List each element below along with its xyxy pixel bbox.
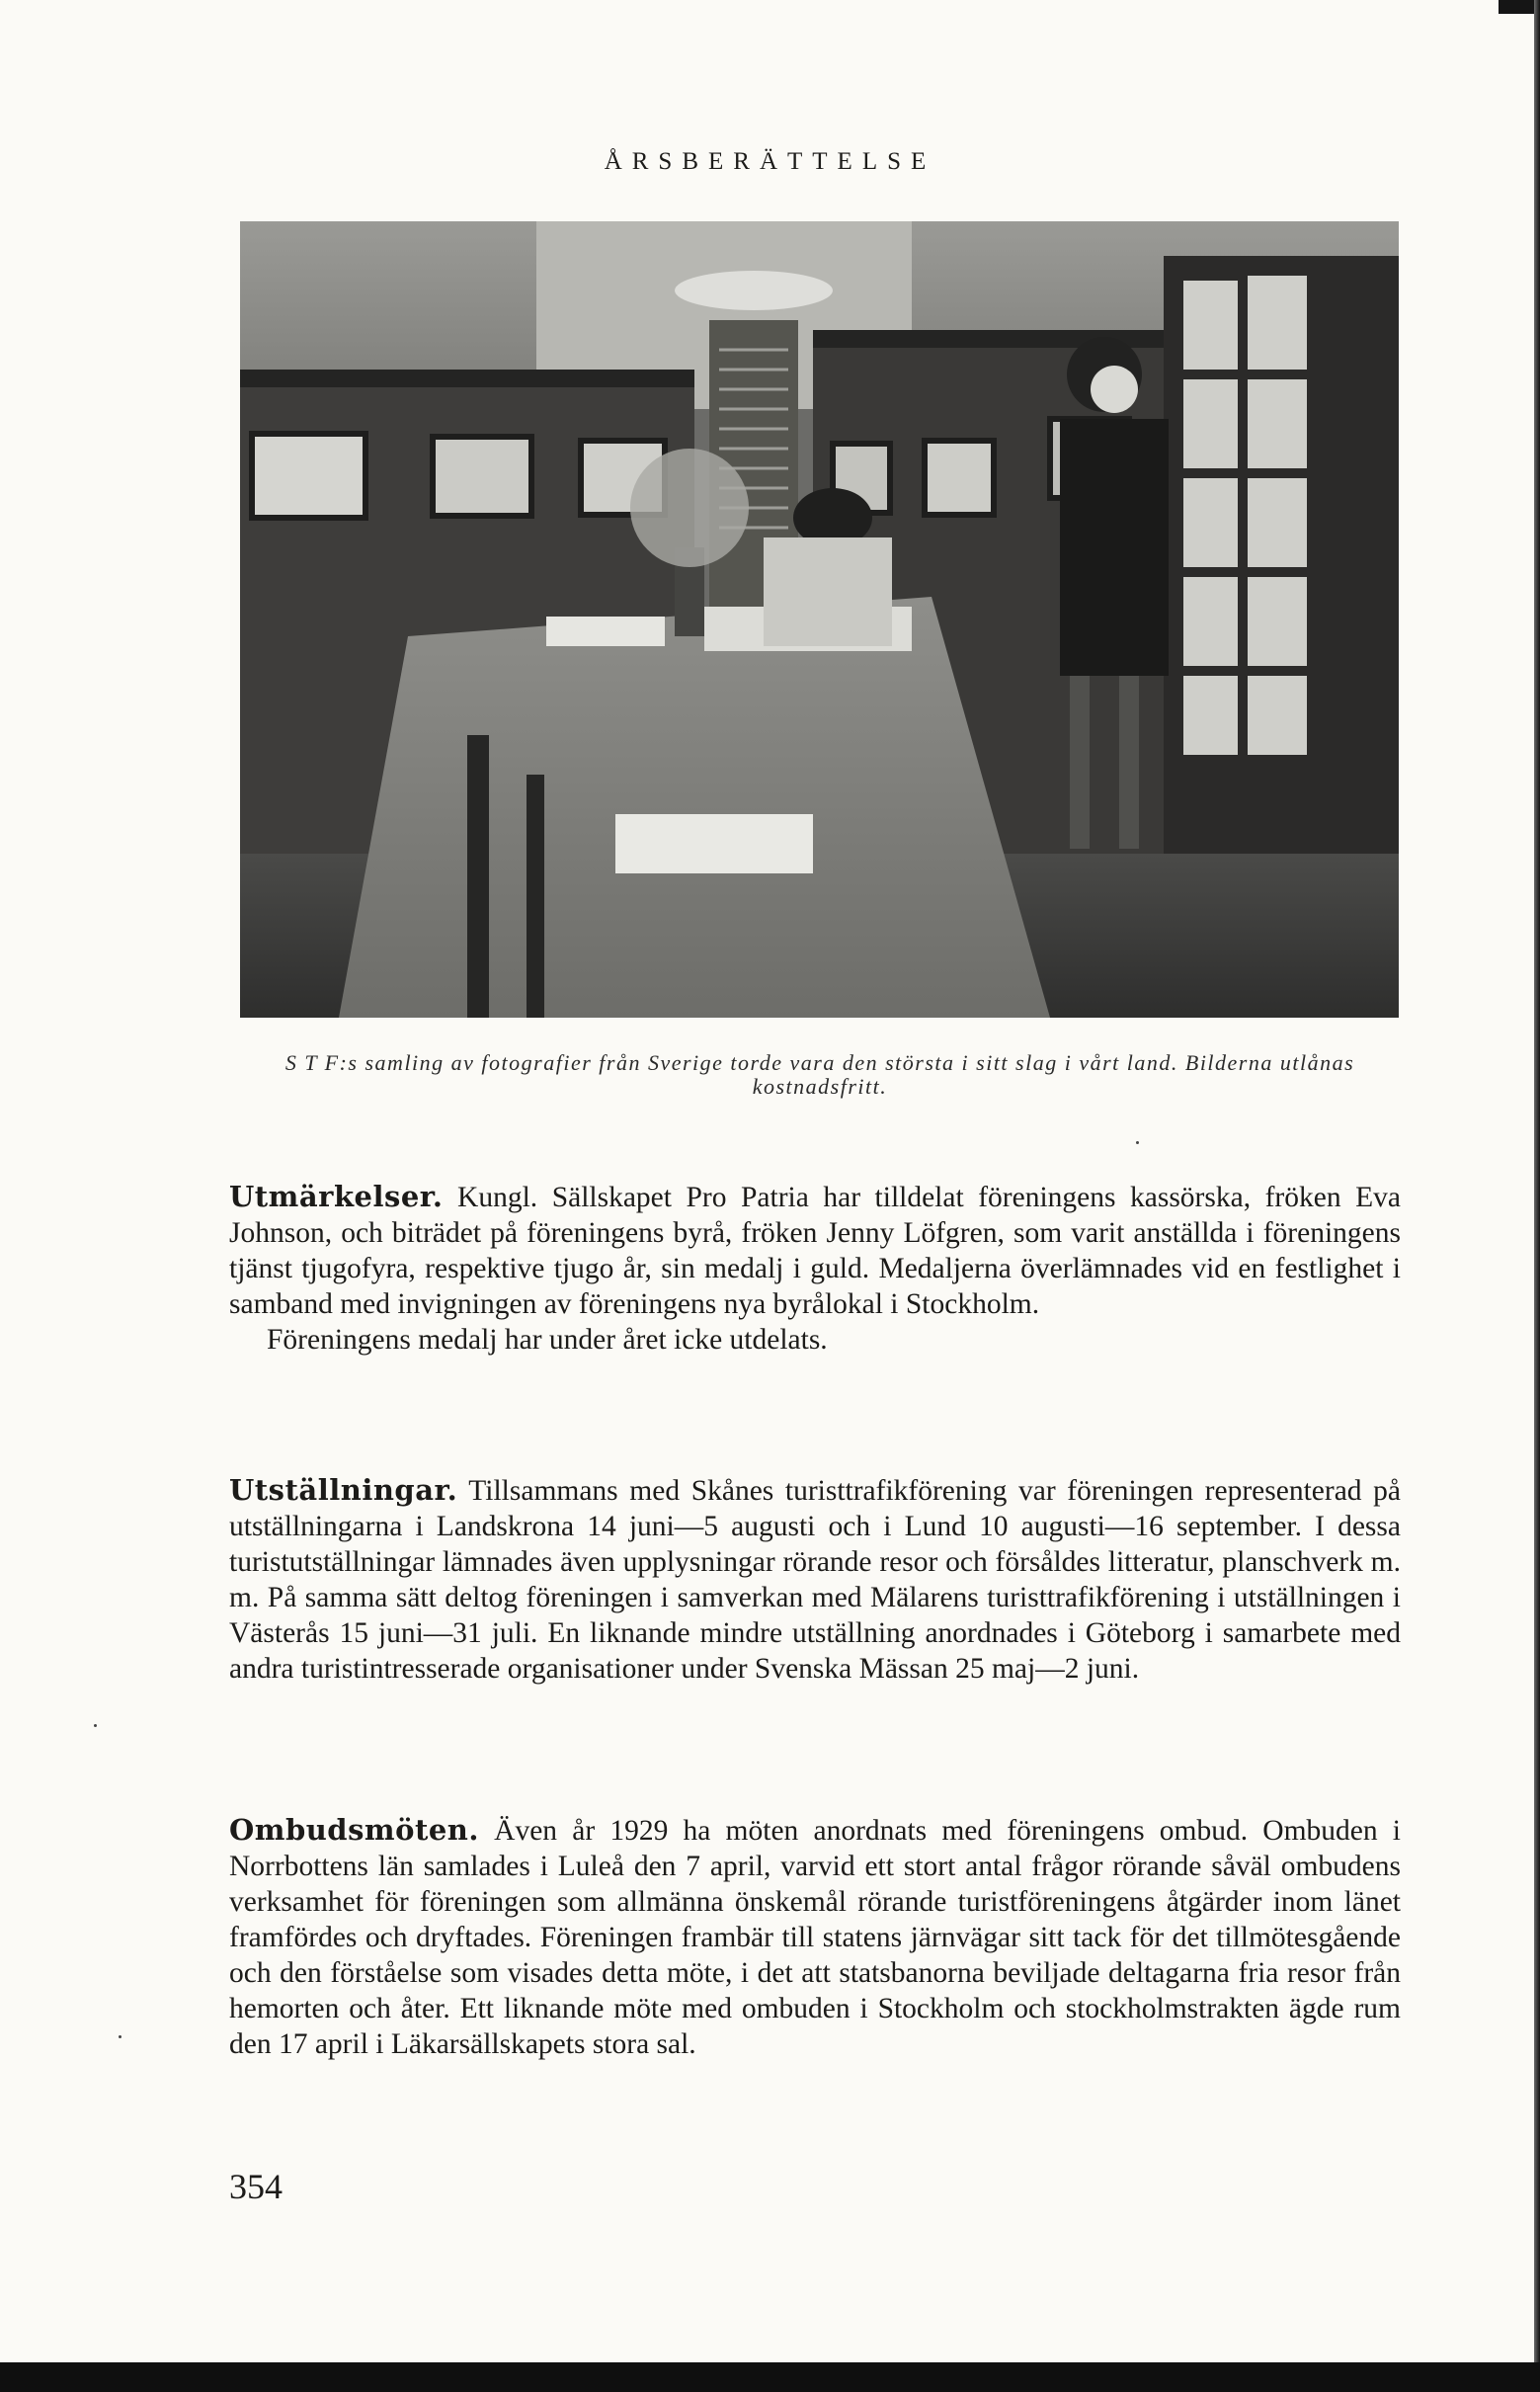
section-paragraph: Tillsammans med Skånes turisttrafikförening var föreningen representerad på utställningarna i Landskrona 14 juni—5 augusti och i Lund 10 augusti—16 september. I dessa turistutställningar lämnades även upplysningar rörande resor och försåldes litteratur, planschverk m. m. På samma sätt deltog föreningen i samverkan med Mälarens turisttrafikförening i utställningen i Västerås 15 juni—31 juli. En liknande mindre utställning anordnades i Göteborg i samarbete med andra turistintresserade organisationer under Svenska Mässan 25 maj—2 juni. [229,1475,1402,1685]
page-number: 354 [229,2167,283,2206]
photo-caption: S T F:s samling av fotografier från Sverige torde vara den största i sitt slag i vårt land. Bilderna utlånas kostnadsfritt. [284,1050,1355,1099]
paper-speck [119,2035,122,2038]
running-head: ÅRSBERÄTTELSE [604,148,936,175]
photo-illustration [240,221,1399,1018]
section-heading: Utmärkelser. [229,1180,444,1213]
section-heading: Utställningar. [229,1473,458,1507]
paper-speck [94,1724,97,1727]
section-ombudsmoten [229,1812,1401,2062]
section-utstallningar [229,1472,1401,1687]
section-paragraph: Även år 1929 ha möten anordnats med föreningens ombud. Ombuden i Norrbottens län samlades i Luleå den 7 april, varvid ett stort antal frågor rörande såväl ombudens verksamhet för föreningen som allmänna önskemål rörande turistföreningens åtgärder inom länet framfördes och dryftades. Föreningen frambär till statens järnvägar sitt tack för det tillmötesgående och den förståelse som visades detta möte, i det att statsbanorna beviljade deltagarna fria resor från hemorten och åter. Ett liknande möte med ombuden i Stockholm och stockholmstrakten ägde rum den 17 april i Läkarsällskapets stora sal. [229,1815,1401,2060]
scan-edge-bottom [0,2362,1540,2392]
section-paragraph: Kungl. Sällskapet Pro Patria har tilldelat föreningens kassörska, fröken Eva Johnson, och biträdet på föreningens byrå, fröken Jenny Löfgren, som varit anställda i föreningens tjänst tjugofyra, respektive tjugo år, sin medalj i guld. Medaljerna överlämnades vid en festlighet i samband med invigningen av föreningens nya byrålokal i Stockholm. [229,1182,1401,1320]
archive-room-photograph [240,221,1399,1018]
scan-edge-right [1534,0,1540,2392]
paper-speck [1136,1141,1139,1144]
section-utmarkelser [229,1179,1401,1358]
section-heading: Ombudsmöten. [229,1813,479,1847]
section-paragraph: Föreningens medalj har under året icke utdelats. [267,1324,828,1356]
